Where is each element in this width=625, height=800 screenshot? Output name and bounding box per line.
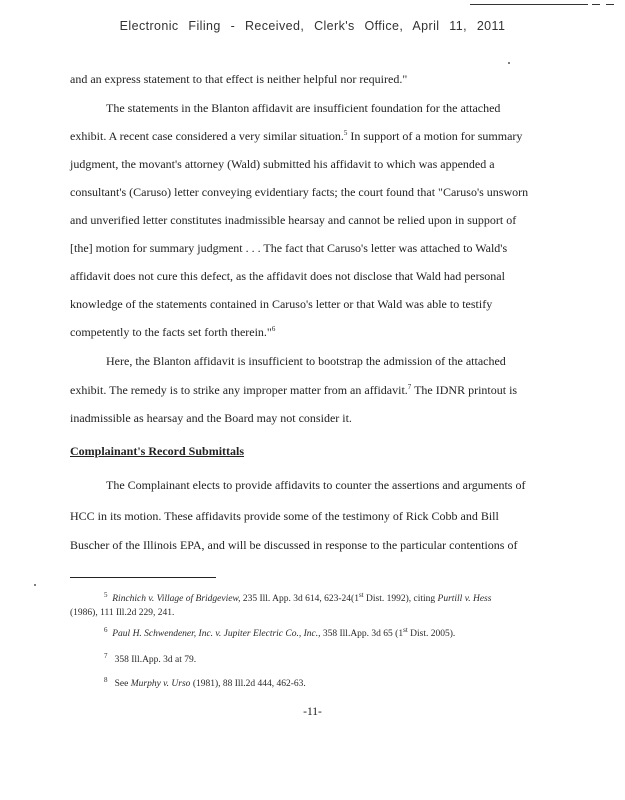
- body-line: exhibit. The remedy is to strike any improper matter from an affidavit.$^7$ The IDNR printout is: [70, 383, 518, 397]
- body-line: Here, the Blanton affidavit is insufficient to bootstrap the admission of the attached: [106, 354, 506, 368]
- footnote-separator: [70, 577, 216, 578]
- top-edge-rule: [470, 4, 588, 5]
- top-edge-mark: [592, 4, 600, 5]
- footnote-ref: 5: [343, 129, 348, 137]
- filing-stamp: Electronic Filing - Received, Clerk's Office, April 11, 2011: [119, 19, 506, 33]
- body-line: consultant's (Caruso) letter conveying evidentiary facts; the court found that "Caruso's unsworn: [70, 185, 529, 199]
- body-line: Buscher of the Illinois EPA, and will be discussed in response to the particular contentions of: [70, 538, 518, 552]
- body-line: competently to the facts set forth therein."$^6$: [70, 325, 276, 339]
- body-line: exhibit. A recent case considered a very similar situation.$^5$ In support of a motion for summary: [70, 129, 523, 143]
- body-line: The Complainant elects to provide affidavits to counter the assertions and arguments of: [106, 478, 526, 492]
- scan-speck: [34, 584, 36, 586]
- page-number: -11-: [303, 706, 322, 718]
- footnote-7: $^7$ 358 Ill.App. 3d at 79.: [104, 651, 197, 665]
- footnote-6: $^6$ Paul H. Schwendener, Inc. v. Jupiter Electric Co., Inc., 358 Ill.App. 3d 65 (1st Dist. 2005).: [104, 625, 456, 639]
- body-line: affidavit does not cure this defect, as the affidavit does not disclose that Wald had personal: [70, 269, 505, 283]
- footnote-5: $^5$ Rinchich v. Village of Bridgeview, 235 Ill. App. 3d 614, 623-24(1st Dist. 1992), citing Purtill v. Hess: [104, 590, 492, 604]
- footnote-8: $^8$ See Murphy v. Urso (1981), 88 Ill.2d 444, 462-63.: [104, 675, 306, 689]
- body-line: and unverified letter constitutes inadmissible hearsay and cannot be relied upon in support of: [70, 213, 517, 227]
- body-line: The statements in the Blanton affidavit are insufficient foundation for the attached: [106, 101, 501, 115]
- footnote-5-continued: (1986), 111 Ill.2d 229, 241.: [70, 608, 175, 618]
- top-edge-mark: [606, 4, 614, 5]
- footnote-ref: 6: [271, 325, 276, 333]
- scan-speck: [508, 62, 510, 64]
- section-heading: Complainant's Record Submittals: [70, 444, 245, 458]
- body-line: judgment, the movant's attorney (Wald) submitted his affidavit to which was appended a: [70, 157, 495, 171]
- body-line: [the] motion for summary judgment . . . The fact that Caruso's letter was attached to Wald's: [70, 241, 508, 255]
- body-line: knowledge of the statements contained in Caruso's letter or that Wald was able to testify: [70, 297, 493, 311]
- body-line: inadmissible as hearsay and the Board may not consider it.: [70, 411, 352, 425]
- footnote-ref: 7: [407, 383, 412, 391]
- body-line: HCC in its motion. These affidavits provide some of the testimony of Rick Cobb and Bill: [70, 509, 499, 523]
- body-line: and an express statement to that effect is neither helpful nor required.": [70, 72, 408, 86]
